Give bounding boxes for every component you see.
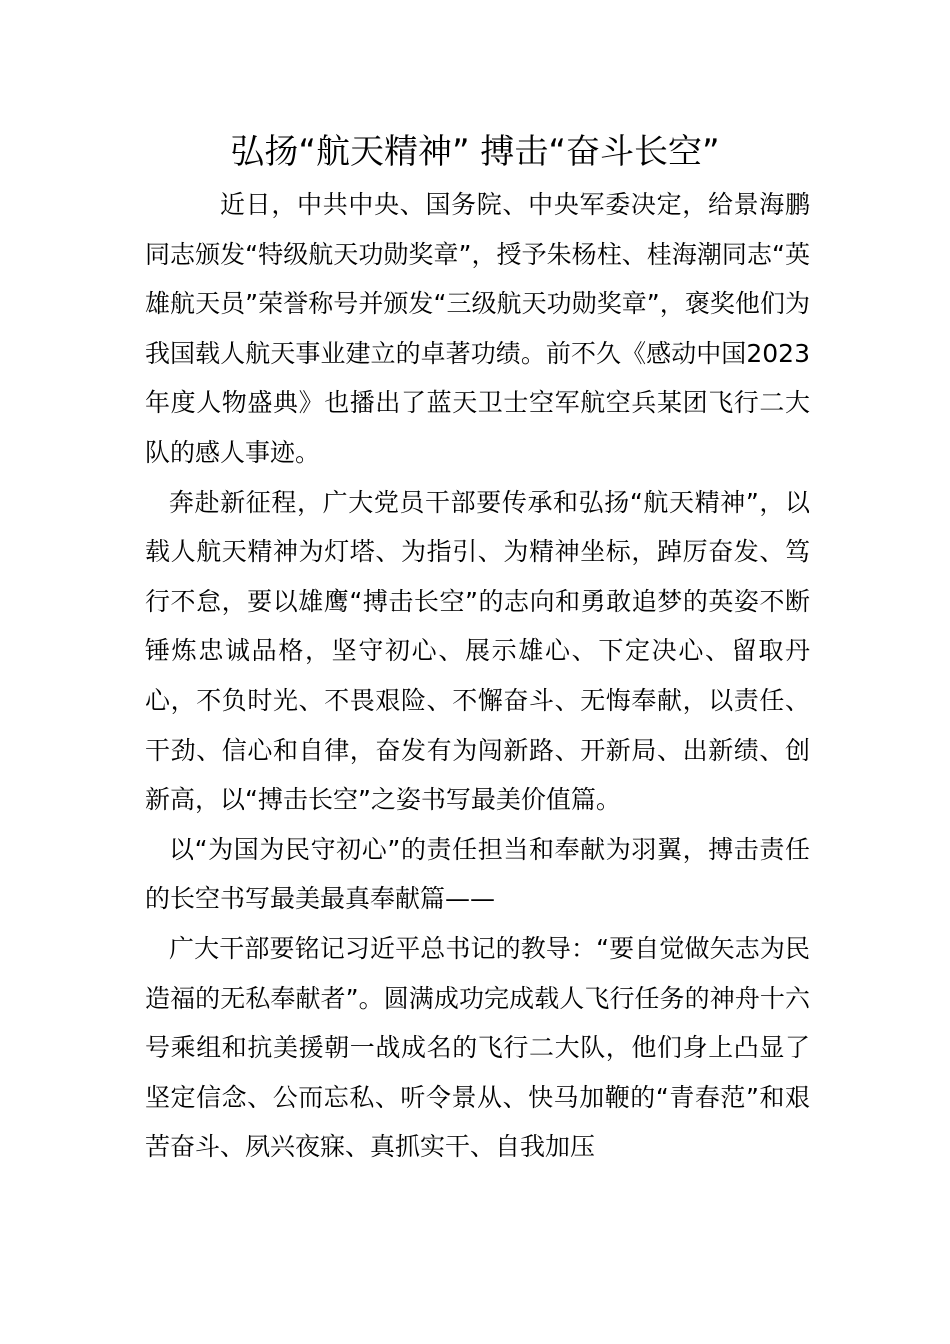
document-title: 弘扬“航天精神” 搏击“奋斗长空” bbox=[230, 132, 720, 172]
document-body bbox=[145, 180, 810, 1172]
paragraph: 奔赴新征程，广大党员干部要传承和弘扬“航天精神”，以载人航天精神为灯塔、为指引、为精神坐标，踔厉奋发、笃行不怠，要以雄鹰“搏击长空”的志向和勇敢追梦的英姿不断锤炼忠诚品格，坚守初心、展示雄心、下定决心、留取丹心，不负时光、不畏艰险、不懈奋斗、无悔奉献，以责任、干劲、信心和自律，奋发有为闯新路、开新局、出新绩、创新高，以“搏击长空”之姿书写最美价值篇。 bbox=[145, 487, 810, 815]
paragraph: 近日，中共中央、国务院、中央军委决定，给景海鹏同志颁发“特级航天功勋奖章”，授予朱杨柱、桂海潮同志“英雄航天员”荣誉称号并颁发“三级航天功勋奖章”，褒奖他们为我国载人航天事业建立的卓著功绩。前不久《感动中国2023年度人物盛典》也播出了蓝天卫士空军航空兵某团飞行二大队的感人事迹。 bbox=[145, 190, 810, 467]
paragraph: 广大干部要铭记习近平总书记的教导：“要自觉做矢志为民造福的无私奉献者”。圆满成功完成载人飞行任务的神舟十六号乘组和抗美援朝一战成名的飞行二大队，他们身上凸显了坚定信念、公而忘私、听令景从、快马加鞭的“青春范”和艰苦奋斗、夙兴夜寐、真抓实干、自我加压 bbox=[145, 933, 810, 1162]
paragraph: 以“为国为民守初心”的责任担当和奉献为羽翼，搏击责任的长空书写最美最真奉献篇—— bbox=[145, 834, 810, 914]
